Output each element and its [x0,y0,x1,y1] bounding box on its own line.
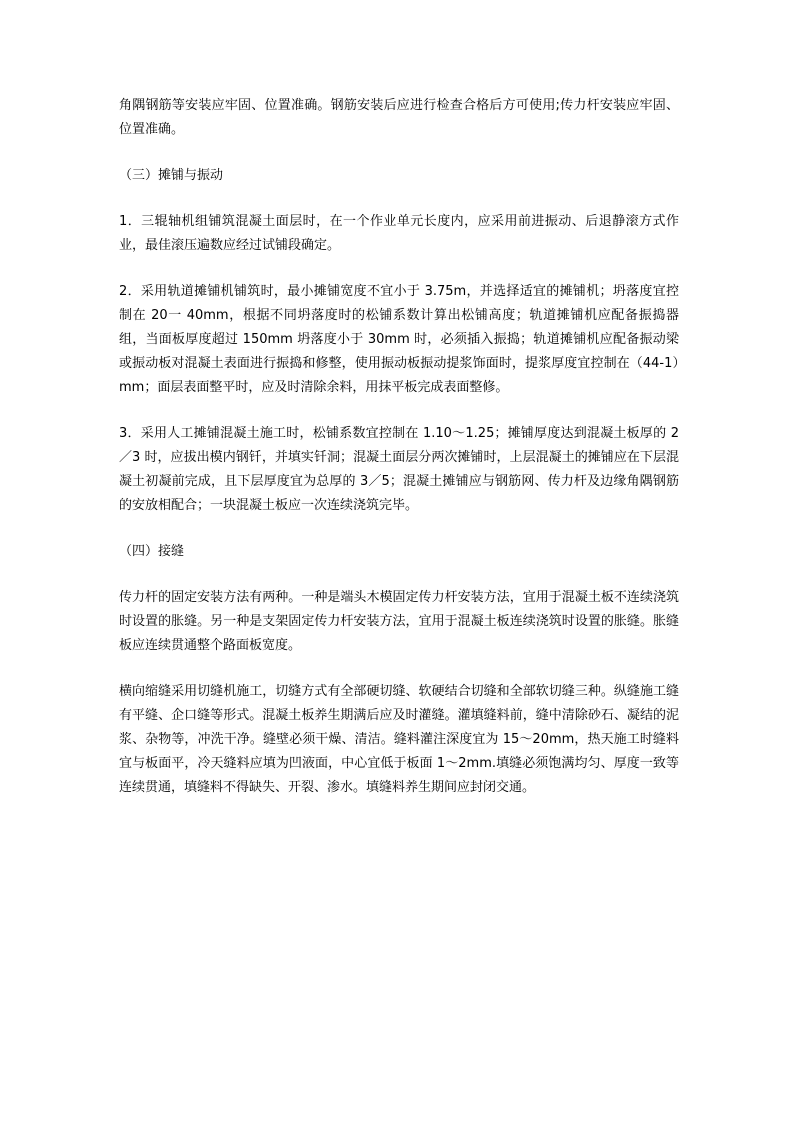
paragraph-rebar-installation: 角隅钢筋等安装应牢固、位置准确。钢筋安装后应进行检查合格后方可使用;传力杆安装应牢固、位置准确。 [119,98,679,137]
paragraph-dowel-installation: 传力杆的固定安装方法有两种。一种是端头木模固定传力杆安装方法，宜用于混凝土板不连续浇筑时设置的胀缝。另一种是支架固定传力杆安装方法，宜用于混凝土板连续浇筑时设置的胀缝。胀缝板应连续贯通整个路面板宽度。 [119,590,679,653]
section-heading-joints: （四）接缝 [119,544,185,559]
document-body [119,94,679,822]
section-heading-paving-vibration: （三）摊铺与振动 [119,168,224,183]
paragraph-item-1: 1．三辊轴机组铺筑混凝土面层时，在一个作业单元长度内，应采用前进振动、后退静滚方式作业，最佳滚压遍数应经过试铺段确定。 [119,214,679,253]
paragraph-item-2: 2．采用轨道摊铺机铺筑时，最小摊铺宽度不宜小于 3.75m，并选择适宜的摊铺机；坍落度宜控制在 20一 40mm，根据不同坍落度时的松铺系数计算出松铺高度；轨道摊铺机应配备振捣器组，当面板厚度超过 150mm 坍落度小于 30mm 时，必须插入振捣；轨道摊铺机应配备振动梁或振动板对混凝土表面进行振捣和修整，使用振动板振动提浆饰面时，提浆厚度宜控制在（44-1）mm；面层表面整平时，应及时清除余料，用抹平板完成表面整修。 [119,284,679,395]
paragraph-item-3: 3．采用人工摊铺混凝土施工时，松铺系数宜控制在 1.10～1.25；摊铺厚度达到混凝土板厚的 2／3 时，应拔出模内钢钎，并填实钎洞；混凝土面层分两次摊铺时，上层混凝土的摊铺应在下层混凝土初凝前完成，且下层厚度宜为总厚的 3／5；混凝土摊铺应与钢筋网、传力杆及边缘角隅钢筋的安放相配合；一块混凝土板应一次连续浇筑完毕。 [119,426,679,513]
paragraph-transverse-joints: 横向缩缝采用切缝机施工，切缝方式有全部硬切缝、软硬结合切缝和全部软切缝三种。纵缝施工缝有平缝、企口缝等形式。混凝土板养生期满后应及时灌缝。灌填缝料前，缝中清除砂石、凝结的泥浆、杂物等，冲洗干净。缝壁必须干燥、清洁。缝料灌注深度宜为 15～20mm，热天施工时缝料宜与板面平，冷天缝料应填为凹液面，中心宜低于板面 1～2mm.填缝必须饱满均匀、厚度一致等连续贯通，填缝料不得缺失、开裂、渗水。填缝料养生期间应封闭交通。 [119,684,679,795]
